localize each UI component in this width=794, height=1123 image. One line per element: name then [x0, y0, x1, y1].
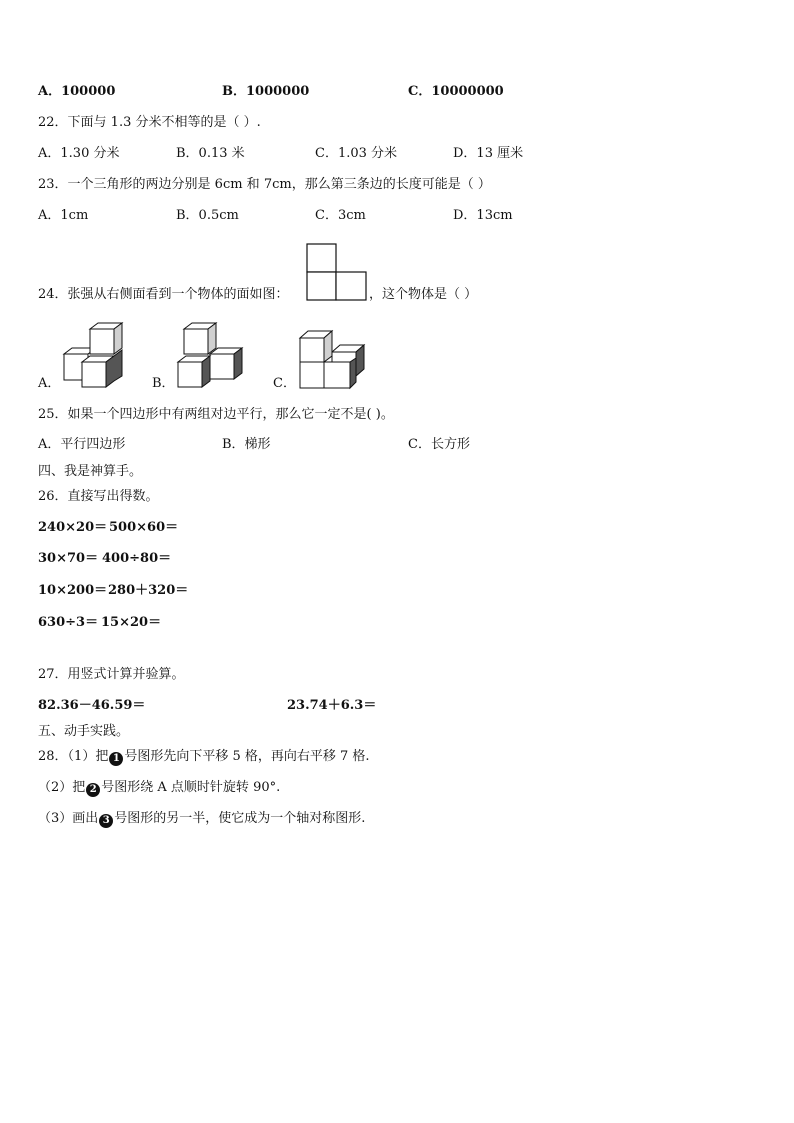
q23-option-c: C．3cm — [315, 208, 366, 223]
q26-stem: 26．直接写出得数。 — [38, 489, 159, 504]
q22-option-d: D．13 厘米 — [453, 146, 524, 161]
q24-stem-before: 24．张强从右侧面看到一个物体的面如图： — [38, 287, 289, 302]
q27-item-2: 23.74＋6.3＝ — [287, 698, 377, 713]
q21-option-c: C．10000000 — [408, 84, 504, 99]
q26-calc: 400÷80＝ — [102, 551, 172, 566]
q26-calc: 10×200＝ — [38, 583, 108, 598]
q21-option-a: A．100000 — [38, 84, 116, 99]
q24-stem-after: ，这个物体是（ ） — [369, 287, 478, 302]
q22-option-c: C．1.03 分米 — [315, 146, 398, 161]
q28-part-2 — [38, 780, 280, 797]
q24-option-b: B． — [152, 376, 175, 391]
q26-calc: 280＋320＝ — [108, 583, 189, 598]
q21-option-b: B．1000000 — [222, 84, 310, 99]
q28-part-2-after: 号图形绕 A 点顺时针旋转 90°. — [101, 780, 281, 795]
q23-option-d: D．13cm — [453, 208, 513, 223]
q24-option-c: C． — [273, 376, 296, 391]
q22-option-b: B．0.13 米 — [176, 146, 245, 161]
q25-option-a: A．平行四边形 — [38, 437, 126, 452]
q26-calc: 630÷3＝ — [38, 615, 99, 630]
q28-part-1-before: 28．（1）把 — [38, 749, 109, 764]
number-3-badge: 3 — [99, 814, 113, 828]
q28-part-3-after: 号图形的另一半，使它成为一个轴对称图形. — [114, 811, 366, 826]
q24-option-a-cubes — [62, 320, 126, 390]
q28-part-3-before: （3）画出 — [38, 811, 99, 826]
q25-option-b: B．梯形 — [222, 437, 271, 452]
q24-option-a: A． — [38, 376, 61, 391]
q22-stem: 22．下面与 1.3 分米不相等的是（ ）. — [38, 115, 261, 130]
number-1-badge: 1 — [109, 752, 123, 766]
q26-calc: 30×70＝ — [38, 551, 99, 566]
q24-option-c-cubes — [298, 328, 370, 390]
q22-option-a: A．1.30 分米 — [38, 146, 120, 161]
q23-option-b: B．0.5cm — [176, 208, 239, 223]
q28-part-1-after: 号图形先向下平移 5 格，再向右平移 7 格. — [124, 749, 370, 764]
q23-option-a: A．1cm — [38, 208, 89, 223]
section-5-heading: 五、动手实践。 — [38, 724, 130, 739]
q27-item-1: 82.36－46.59＝ — [38, 698, 146, 713]
q27-stem: 27．用竖式计算并验算。 — [38, 667, 185, 682]
q25-stem: 25．如果一个四边形中有两组对边平行，那么它一定不是( )。 — [38, 407, 394, 422]
q28-part-1 — [38, 749, 370, 766]
number-2-badge: 2 — [86, 783, 100, 797]
q23-stem: 23．一个三角形的两边分别是 6cm 和 7cm，那么第三条边的长度可能是（ ） — [38, 177, 491, 192]
q26-calc: 500×60＝ — [109, 520, 179, 535]
section-4-heading: 四、我是神算手。 — [38, 464, 143, 479]
q28-part-2-before: （2）把 — [38, 780, 86, 795]
q25-option-c: C．长方形 — [408, 437, 470, 452]
q28-part-3 — [38, 811, 365, 828]
q26-calc: 15×20＝ — [101, 615, 162, 630]
q26-calc: 240×20＝ — [38, 520, 108, 535]
q24-option-b-cubes — [176, 320, 248, 390]
q24-side-view-figure — [306, 243, 368, 303]
